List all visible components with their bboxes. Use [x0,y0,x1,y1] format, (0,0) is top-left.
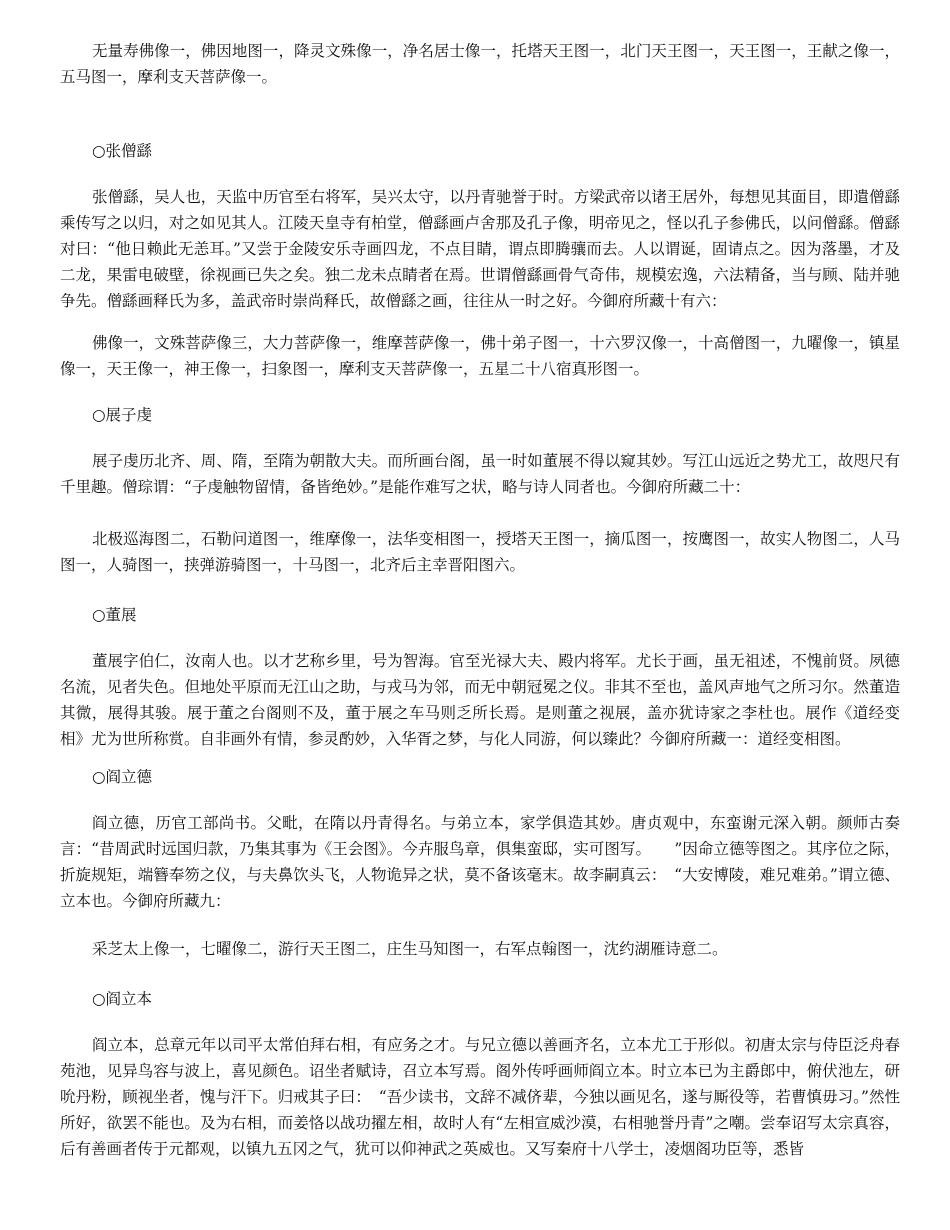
paragraph-painting-list-3: 北极巡海图二，石勒问道图一，维摩像一，法华变相图一，授塔天王图一，摘瓜图一，按鹰图一，故实人物图二，人马图一，人骑图一，挟弹游骑图一，十马图一，北齐后主幸晋阳图六。 [60,530,900,574]
paragraph-painting-list-1: 无量寿佛像一，佛因地图一，降灵文殊像一，净名居士像一，托塔天王图一，北门天王图一，天王图一，王献之像一，五马图一，摩利支天菩萨像一。 [60,42,900,86]
paragraph-yan-lide-bio: 阎立德，历官工部尚书。父毗，在隋以丹青得名。与弟立本，家学俱造其妙。唐贞观中，东蛮谢元深入朝。颜师古奏言：“昔周武时远国归款，乃集其事为《王会图》。今卉服鸟章，俱集蛮邸，实可图写。 ”因命立德等图之。其序位之际，折旋规矩，端簪奉笏之仪，与夫鼻饮头飞，人物诡异之状，莫不备该毫末。故李嗣真云： “大安博陵，难兄难弟。”谓立德、立本也。今御府所藏九： [60,814,900,910]
paragraph-zhang-sengyao-bio: 张僧繇，吴人也，天监中历官至右将军，吴兴太守，以丹青驰誉于时。方梁武帝以诸王居外，每想见其面目，即遣僧繇乘传写之以归，对之如见其人。江陵天皇寺有柏堂，僧繇画卢舍那及孔子像，明帝见之，怪以孔子参佛氏，以问僧繇。僧繇对曰：“他日赖此无恙耳。”又尝于金陵安乐寺画四龙，不点目睛，谓点即腾骧而去。人以谓诞，固请点之。因为落墨，才及二龙，果雷电破壁，徐视画已失之矣。独二龙未点睛者在焉。世谓僧繇画骨气奇伟，规模宏逸，六法精备，当与顾、陆并驰争先。僧繇画释氏为多，盖武帝时崇尚释氏，故僧繇之画，往往从一时之好。今御府所藏十有六： [60,188,900,310]
heading-zhang-sengyao: ○张僧繇 [92,142,153,160]
heading-yan-lide: ○阎立德 [92,768,153,786]
heading-yan-liben: ○阎立本 [92,990,153,1008]
paragraph-dong-zhan-bio: 董展字伯仁，汝南人也。以才艺称乡里，号为智海。官至光禄大夫、殿内将军。尤长于画，虽无祖述，不愧前贤。夙德名流，见者失色。但地处平原而无江山之助，与戎马为邻，而无中朝冠冕之仪。非其不至也，盖风声地气之所习尔。然董造其微，展得其骏。展于董之台阁则不及，董于展之车马则乏所长焉。是则董之视展，盖亦犹诗家之李杜也。展作《道经变相》尤为世所称赏。自非画外有情，参灵酌妙，入华胥之梦，与化人同游，何以臻此？今御府所藏一：道经变相图。 [60,652,900,748]
paragraph-painting-list-4: 采芝太上像一，七曜像二，游行天王图二，庄生马知图一，右军点翰图一，沈约湖雁诗意二。 [92,940,728,958]
paragraph-painting-list-2: 佛像一，文殊菩萨像三，大力菩萨像一，维摩菩萨像一，佛十弟子图一，十六罗汉像一，十高僧图一，九曜像一，镇星像一，天王像一，神王像一，扫象图一，摩利支天菩萨像一，五星二十八宿真形图一。 [60,334,900,378]
paragraph-zhan-ziqian-bio: 展子虔历北齐、周、隋，至隋为朝散大夫。而所画台阁，虽一时如董展不得以窥其妙。写江山远近之势尤工，故咫尺有千里趣。僧琮谓：“子虔触物留情，备皆绝妙。”是能作难写之状，略与诗人同者也。今御府所藏二十： [60,452,900,496]
heading-zhan-ziqian: ○展子虔 [92,406,153,424]
paragraph-yan-liben-bio: 阎立本，总章元年以司平太常伯拜右相，有应务之才。与兄立德以善画齐名，立本尤工于形似。初唐太宗与侍臣泛舟春苑池，见异鸟容与波上，喜见颜色。诏坐者赋诗，召立本写焉。阁外传呼画师阎立本。时立本已为主爵郎中，俯伏池左，研吮丹粉，顾视坐者，愧与汗下。归戒其子曰： “吾少读书，文辞不减侪辈，今独以画见名，遂与厮役等，若曹慎毋习。”然性所好，欲罢不能也。及为右相，而姜恪以战功擢左相，故时人有“左相宣威沙漠，右相驰誉丹青”之嘲。尝奉诏写太宗真容，后有善画者传于元都观，以镇九五冈之气，犹可以仰神武之英威也。又写秦府十八学士，凌烟阁功臣等，悉皆 [60,1036,900,1158]
heading-dong-zhan: ○董展 [92,606,137,624]
